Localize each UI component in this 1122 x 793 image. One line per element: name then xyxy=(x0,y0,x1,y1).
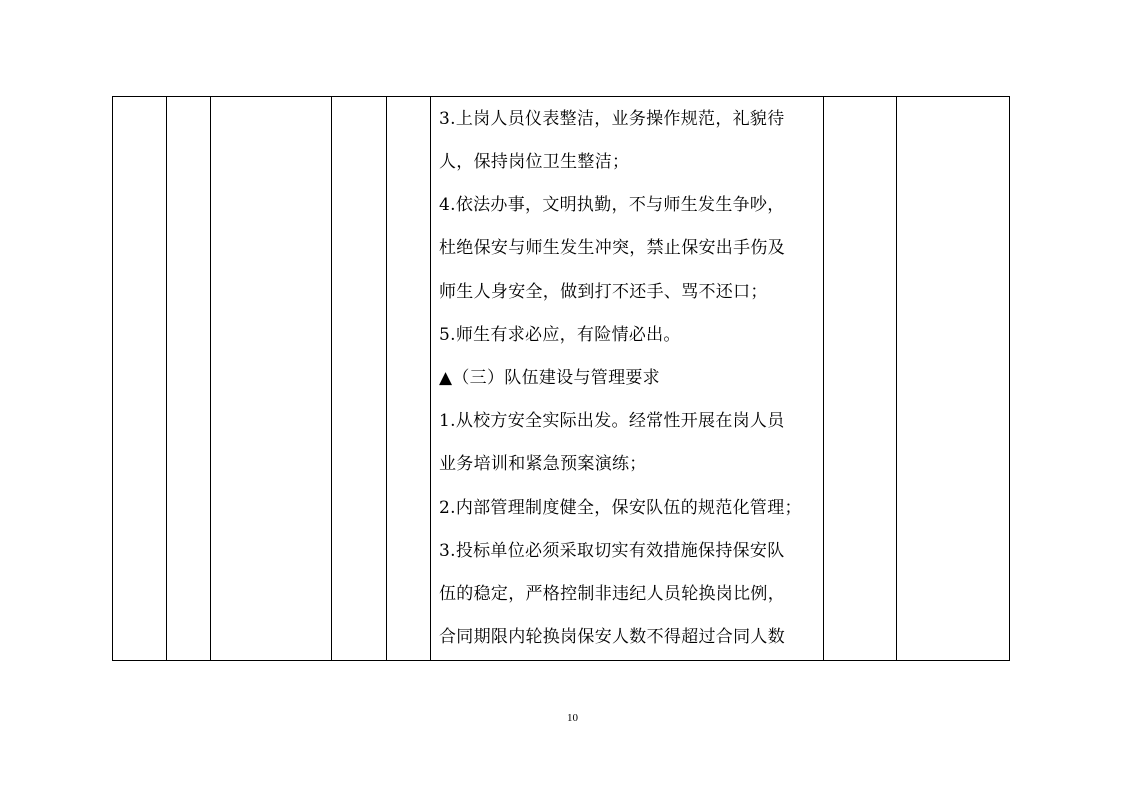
content-line: 伍的稳定，严格控制非违纪人员轮换岗比例， xyxy=(439,583,785,604)
table-row xyxy=(113,97,1010,661)
content-line: 1.从校方安全实际出发。经常性开展在岗人员 xyxy=(439,411,785,432)
page-number: 10 xyxy=(567,712,578,724)
empty-cell-col2 xyxy=(167,97,211,661)
content-line: 4.依法办事，文明执勤，不与师生发生争吵， xyxy=(439,195,785,216)
content-line: 5.师生有求必应，有险情必出。 xyxy=(439,324,681,345)
requirements-table xyxy=(112,96,1010,661)
content-line: 3.投标单位必须采取切实有效措施保持保安队 xyxy=(439,540,785,561)
content-line: 3.上岗人员仪表整洁，业务操作规范，礼貌待 xyxy=(439,109,785,129)
content-line: 业务培训和紧急预案演练； xyxy=(439,454,647,475)
empty-cell-col7 xyxy=(824,97,897,661)
empty-cell-col3 xyxy=(211,97,332,661)
requirements-content-cell xyxy=(431,97,824,661)
content-line: 杜绝保安与师生发生冲突，禁止保安出手伤及 xyxy=(439,238,785,259)
content-line: 人，保持岗位卫生整洁； xyxy=(439,152,630,172)
content-line: 2.内部管理制度健全，保安队伍的规范化管理； xyxy=(439,497,802,518)
content-line: 合同期限内轮换岗保安人数不得超过合同人数 xyxy=(439,627,785,648)
section-heading: ▲（三）队伍建设与管理要求 xyxy=(439,367,660,388)
empty-cell-col5 xyxy=(387,97,431,661)
empty-cell-col1 xyxy=(113,97,167,661)
empty-cell-col4 xyxy=(332,97,387,661)
empty-cell-col8 xyxy=(897,97,1010,661)
content-line: 师生人身安全，做到打不还手、骂不还口； xyxy=(439,281,768,302)
